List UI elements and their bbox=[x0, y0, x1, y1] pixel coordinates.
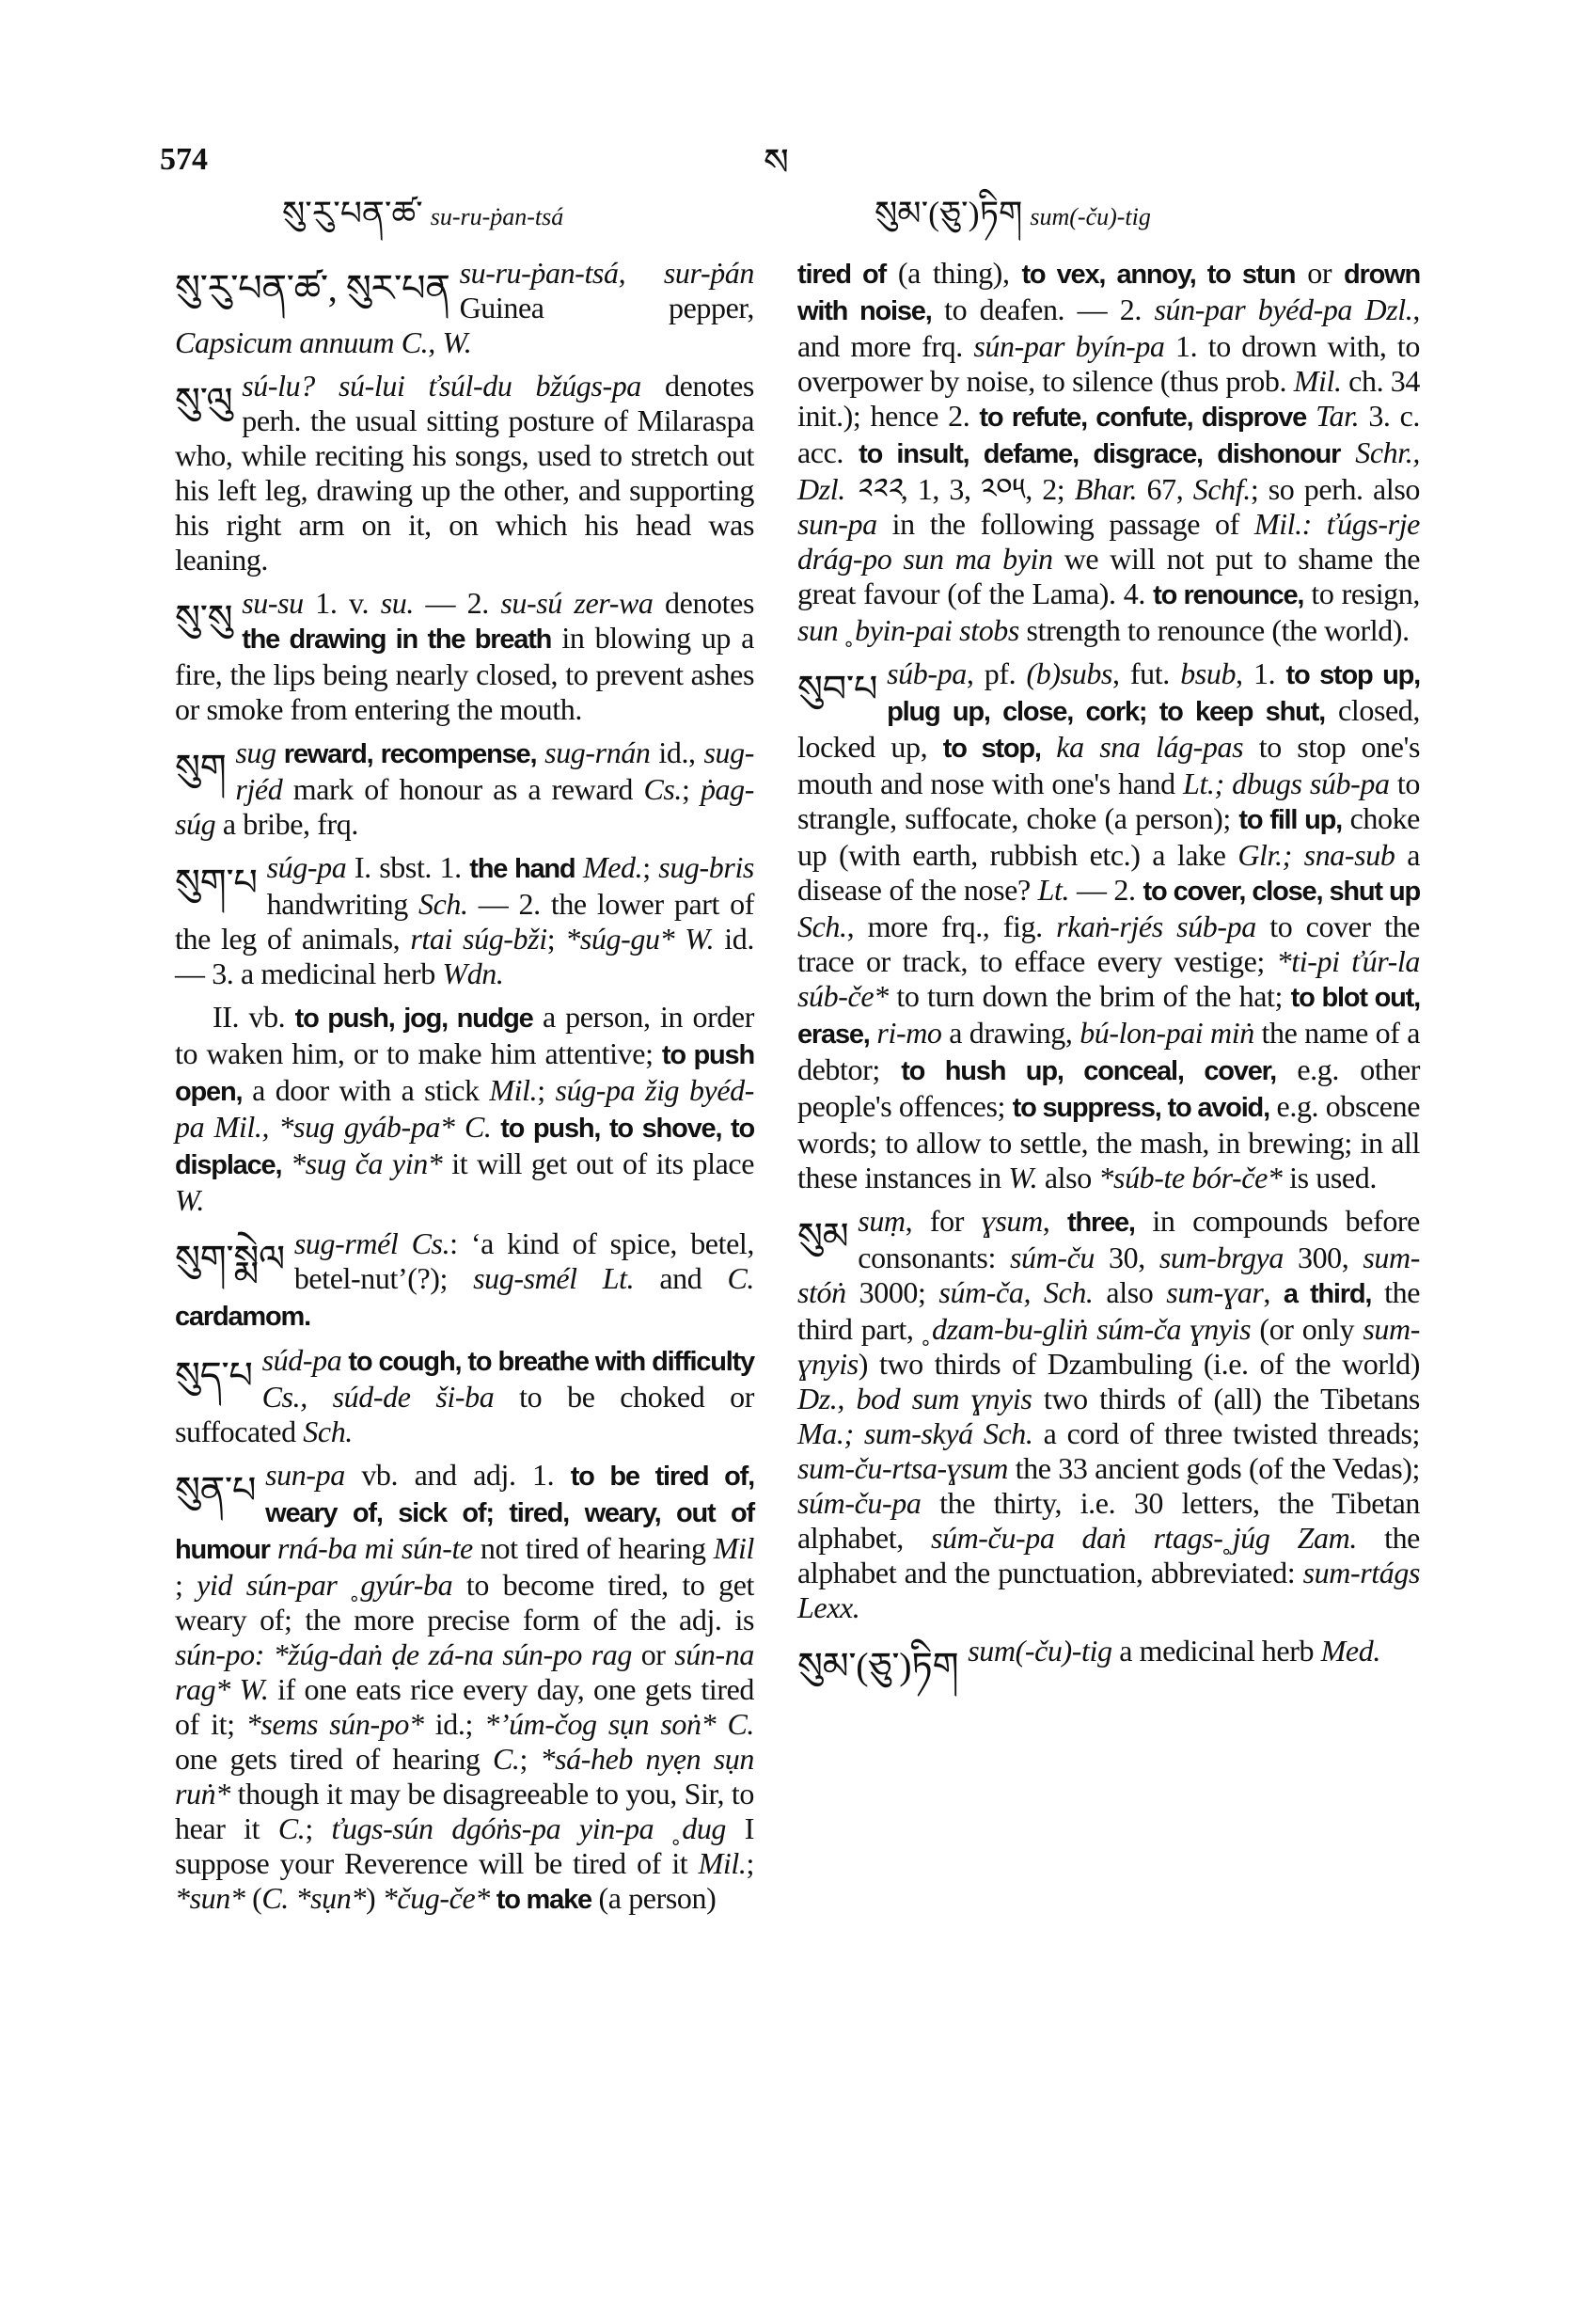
headword-tibetan: སུག bbox=[175, 747, 227, 789]
body-text: , 1, 3, ༢༠༥, 2; bbox=[900, 472, 1075, 506]
italic-text: C. bbox=[492, 1742, 520, 1776]
body-text: denotes perh. the usual sitting posture of Milaraspa who, while reciting his songs, used to stretch out his left leg, drawing up the other, and supporting his right arm on it, on which his head was leaning. bbox=[175, 369, 754, 577]
italic-text: *sems sún-po* bbox=[245, 1707, 424, 1741]
headword-tibetan: སུབ་པ bbox=[797, 668, 878, 710]
italic-text: sú-lu? sú-lui ťsúl-du bžúgs-pa bbox=[242, 369, 641, 403]
italic-text: ˳dzam-bu-gliṅ súm-ča ɣnyis bbox=[922, 1312, 1252, 1346]
dictionary-entry bbox=[175, 850, 754, 991]
italic-text: sum-brgya bbox=[1158, 1241, 1284, 1274]
right-column bbox=[797, 256, 1420, 1712]
body-text: ) bbox=[365, 1881, 383, 1915]
italic-text: su. bbox=[380, 586, 414, 620]
italic-text: Mil bbox=[713, 1531, 755, 1565]
headword-tibetan: སུམ bbox=[797, 1215, 849, 1257]
left-column bbox=[175, 256, 754, 1926]
body-text: the alphabet and the punctuation, abbreviated: bbox=[797, 1521, 1420, 1589]
headword-tibetan: སུག་པ bbox=[175, 862, 258, 904]
body-text: a medicinal herb bbox=[1111, 1634, 1321, 1668]
body-text: 3000; bbox=[845, 1275, 939, 1309]
body-text: , and more frq. bbox=[797, 292, 1420, 363]
body-text: ; bbox=[682, 772, 701, 806]
italic-text: súb-pa bbox=[887, 656, 967, 690]
italic-text: *sá-heb nyẹn sụn ruṅ* bbox=[175, 1742, 754, 1810]
body-text: choke up (with earth, rubbish etc.) a lake bbox=[797, 801, 1420, 872]
body-text: e.g. other people's offences; bbox=[797, 1052, 1421, 1123]
running-head-right-translit: sum(-ču)-tig bbox=[1030, 203, 1151, 230]
dictionary-entry bbox=[175, 369, 754, 577]
body-text: in compounds before consonants: bbox=[858, 1204, 1420, 1274]
italic-text: Schf. bbox=[1192, 472, 1251, 506]
headword-tibetan: སུམ་(ཅུ་)ཏིག bbox=[797, 1645, 959, 1687]
dictionary-entry bbox=[797, 1204, 1420, 1625]
body-text: Guinea pepper, bbox=[459, 291, 754, 324]
body-text: a drawing, bbox=[941, 1016, 1080, 1050]
italic-text: sug-rjéd bbox=[235, 735, 754, 806]
italic-text: Sch. bbox=[418, 887, 468, 921]
bold-definition: to insult, defame, disgrace, dishonour bbox=[859, 439, 1341, 469]
body-text: it will get out of its place bbox=[442, 1146, 754, 1180]
running-head-left-tibetan: སུ་རུ་པན་ཚ་ bbox=[282, 195, 423, 232]
body-text: two thirds of (all) the Tibetans bbox=[1032, 1382, 1420, 1415]
dictionary-entry bbox=[797, 1634, 1420, 1703]
body-text: , bbox=[1263, 1275, 1284, 1309]
body-text: ; so perh. also bbox=[1250, 472, 1420, 506]
body-text: to cover the trace or track, to efface every vestige; bbox=[797, 909, 1420, 978]
bold-definition: a third, bbox=[1283, 1279, 1372, 1309]
italic-text: Wdn. bbox=[442, 956, 504, 990]
body-text: a person, in order to waken him, or to make him attentive; bbox=[175, 1000, 754, 1070]
body-text: 3. c. acc. bbox=[797, 399, 1420, 469]
body-text: a cord of three twisted threads; bbox=[1032, 1416, 1420, 1450]
italic-text: rtai súg-bži bbox=[410, 922, 547, 956]
italic-text: Lt.; dbugs súb-pa bbox=[1183, 767, 1390, 800]
italic-text: Med. bbox=[1320, 1634, 1380, 1668]
body-text: in blowing up a fire, the lips being nearly closed, to prevent ashes or smoke from entering the mouth. bbox=[175, 621, 754, 726]
body-text: ; bbox=[746, 1846, 754, 1880]
bold-definition: to push open, bbox=[175, 1040, 754, 1107]
italic-text: C. bbox=[727, 1261, 754, 1295]
body-text: — 2. the lower part of the leg of animals, bbox=[175, 887, 754, 956]
body-text: to be choked or suffocated bbox=[175, 1380, 754, 1448]
italic-text: bsub bbox=[1180, 656, 1237, 690]
bold-definition: the hand bbox=[469, 854, 575, 884]
body-text: 300, bbox=[1283, 1241, 1363, 1274]
italic-text: Sch. bbox=[303, 1415, 353, 1448]
italic-text: sum-ču-rtsa-ɣsum bbox=[797, 1451, 1008, 1485]
italic-text: súm-ču bbox=[1010, 1241, 1095, 1274]
body-text: one gets tired of hearing bbox=[175, 1742, 493, 1776]
body-text: also bbox=[1037, 1161, 1099, 1194]
section-letter: ས bbox=[764, 141, 789, 183]
body-text: 1. v. bbox=[303, 586, 381, 620]
body-text: though it may be disagreeable to you, Sir, to hear it bbox=[175, 1777, 754, 1845]
running-head-left bbox=[282, 192, 563, 239]
body-text: ; bbox=[305, 1811, 332, 1845]
italic-text: Mil.: ťúgs-rje drág-po sun ma byin bbox=[797, 507, 1420, 576]
body-text: 30, bbox=[1095, 1241, 1159, 1274]
dictionary-entry bbox=[175, 735, 754, 842]
running-head-left-translit: su-ru-ṗan-tsá bbox=[430, 203, 564, 230]
running-head-right bbox=[875, 192, 1151, 239]
bold-definition: to renounce, bbox=[1153, 580, 1304, 610]
body-text: — 2. bbox=[413, 586, 501, 620]
italic-text: sún-na rag* W. bbox=[175, 1637, 754, 1706]
italic-text: rná-ba mi sún-te bbox=[269, 1531, 473, 1565]
italic-text: sún-po: *žúg-daṅ ḍe zá-na sún-po rag bbox=[175, 1637, 632, 1671]
italic-text: Tar. bbox=[1306, 399, 1360, 433]
italic-text: súg-pa žig byéd-pa Mil., *sug gyáb-pa* C. bbox=[175, 1073, 755, 1144]
italic-text: sún-par byéd-pa Dzl. bbox=[1154, 292, 1413, 326]
body-text: to strangle, suffocate, choke (a person); bbox=[797, 767, 1420, 835]
body-text: the name of a debtor; bbox=[797, 1016, 1421, 1086]
italic-text: rkaṅ-rjés súb-pa bbox=[1056, 909, 1256, 943]
headword-tibetan: སུ་རུ་པན་ཚ་, སུར་པན bbox=[175, 267, 450, 309]
bold-definition: reward, recompense, bbox=[276, 739, 537, 769]
body-text: the thirty, i.e. 30 letters, the Tibetan alphabet, bbox=[797, 1486, 1420, 1555]
italic-text: sún-par byín-pa bbox=[973, 329, 1165, 363]
body-text: a disease of the nose? bbox=[797, 838, 1420, 907]
body-text: not tired of hearing bbox=[472, 1531, 714, 1565]
headword-tibetan: སུག་སྨེལ bbox=[175, 1238, 285, 1280]
italic-text: Bhar. bbox=[1074, 472, 1138, 506]
italic-text: súg-pa bbox=[266, 850, 347, 884]
italic-text: sug-bris bbox=[658, 850, 754, 884]
dictionary-entry-subsense bbox=[175, 1000, 754, 1218]
italic-text: sum-rtágs Lexx. bbox=[797, 1556, 1420, 1624]
body-text: is used. bbox=[1282, 1161, 1377, 1194]
bold-definition: to stop up, plug up, close, cork; to keep shut, bbox=[887, 660, 1420, 727]
body-text: handwriting bbox=[266, 887, 418, 921]
body-text: 1. to drown with, to overpower by noise, to silence (thus prob. bbox=[797, 329, 1420, 398]
body-text: ; bbox=[537, 1073, 556, 1107]
body-text: ; bbox=[642, 850, 659, 884]
headword-tibetan: སུད་པ bbox=[175, 1354, 253, 1397]
italic-text: *ti-pi ťúr-la súb-če* bbox=[797, 944, 1420, 1013]
italic-text: *sug ča yin* bbox=[281, 1146, 443, 1180]
body-text: I suppose your Reverence will be tired of it bbox=[175, 1811, 755, 1880]
headword-tibetan: སུན་པ bbox=[175, 1469, 257, 1511]
italic-text: ťugs-sún dgóṅs-pa yin-pa ˳dug bbox=[331, 1811, 727, 1845]
body-text: ( bbox=[244, 1881, 262, 1915]
italic-text: Sch. bbox=[797, 909, 847, 943]
body-text: : ‘a kind of spice, betel, betel-nut’(?); bbox=[293, 1226, 754, 1295]
body-text: to stop one's mouth and nose with one's hand bbox=[797, 730, 1420, 800]
bold-definition: drown with noise, bbox=[797, 260, 1420, 326]
italic-text: su-sú zer-wa bbox=[500, 586, 654, 620]
italic-text: ka sna lág-pas bbox=[1040, 730, 1244, 764]
italic-text: sug-smél Lt. bbox=[473, 1261, 635, 1295]
body-text: to resign, bbox=[1303, 577, 1420, 610]
italic-text: ri-mo bbox=[869, 1016, 942, 1050]
italic-text: súd-pa bbox=[261, 1343, 342, 1377]
body-text: ; bbox=[546, 922, 566, 956]
body-text: 67, bbox=[1137, 472, 1193, 506]
body-text: the third part, bbox=[797, 1275, 1421, 1346]
dictionary-entry-continuation bbox=[797, 256, 1420, 648]
body-text: , bbox=[1042, 1204, 1068, 1238]
body-text: , fut. bbox=[1111, 656, 1181, 690]
italic-text: súm-ču-pa daṅ rtags-˳júg Zam. bbox=[930, 1521, 1357, 1555]
page-number: 574 bbox=[160, 142, 208, 177]
body-text: ) two thirds of Dzambuling (i.e. of the world) bbox=[858, 1347, 1420, 1381]
body-text: denotes bbox=[653, 586, 754, 620]
dictionary-entry bbox=[175, 1226, 754, 1335]
italic-text: ṗag-súg bbox=[175, 772, 754, 841]
italic-text: sun ˳byin-pai stobs bbox=[797, 613, 1019, 647]
italic-text: Lt. bbox=[1037, 873, 1070, 907]
italic-text: sun-pa bbox=[797, 507, 877, 541]
italic-text: suṃ bbox=[858, 1204, 906, 1238]
body-text: I. sbst. 1. bbox=[346, 850, 470, 884]
italic-text: Med. bbox=[575, 850, 643, 884]
body-text: e.g. obscene words; to allow to settle, the mash, in brewing; in all these instances in bbox=[797, 1089, 1421, 1194]
italic-text: sun-pa bbox=[265, 1458, 345, 1492]
italic-text: Mil. bbox=[1293, 364, 1342, 398]
bold-definition: to push, jog, nudge bbox=[294, 1004, 533, 1034]
dictionary-entry bbox=[175, 1458, 754, 1918]
body-text: ; bbox=[519, 1742, 541, 1776]
italic-text: Mil. bbox=[698, 1846, 747, 1880]
italic-text: sum-stóṅ bbox=[797, 1241, 1420, 1309]
body-text: we will not put to shame the great favour (of the Lama). 4. bbox=[797, 542, 1421, 610]
body-text: — 2. bbox=[1069, 873, 1143, 907]
body-text: a bribe, frq. bbox=[215, 807, 358, 841]
body-text: if one eats rice every day, one gets tired of it; bbox=[175, 1672, 754, 1741]
italic-text: súm-ča, Sch. bbox=[938, 1275, 1094, 1309]
italic-text: Ma.; sum-skyá Sch. bbox=[797, 1416, 1033, 1450]
bold-definition: to hush up, conceal, cover, bbox=[901, 1056, 1276, 1086]
italic-text: sum-ɣnyis bbox=[797, 1312, 1420, 1381]
body-text: (a thing), bbox=[886, 256, 1022, 290]
body-text: , more frq., fig. bbox=[846, 909, 1057, 943]
bold-definition: to vex, annoy, to stun bbox=[1021, 260, 1296, 290]
body-text: and bbox=[634, 1261, 728, 1295]
running-head-right-tibetan: སུམ་(ཅུ་)ཏིག bbox=[875, 195, 1023, 232]
italic-text: Dz., bod sum ɣnyis bbox=[797, 1382, 1032, 1415]
headword-tibetan: སུ་སུ bbox=[175, 597, 233, 640]
body-text: to become tired, to get weary of; the more precise form of the adj. is bbox=[175, 1568, 754, 1636]
bold-definition: tired of bbox=[797, 260, 886, 290]
bold-definition: cardamom. bbox=[175, 1302, 310, 1332]
italic-text: W. bbox=[1008, 1161, 1038, 1194]
body-text: or bbox=[1295, 256, 1344, 290]
italic-text: Schr., Dzl. ༢༢༢ bbox=[797, 435, 1420, 506]
dictionary-entry bbox=[175, 586, 754, 727]
body-text: also bbox=[1093, 1275, 1167, 1309]
body-text: a door with a stick bbox=[242, 1073, 490, 1107]
italic-text: *súg-gu* W. bbox=[565, 922, 715, 956]
bold-definition: to cover, close, shut up bbox=[1143, 877, 1420, 907]
bold-definition: to make bbox=[489, 1885, 591, 1915]
italic-text: *’úm-čog sụn soṅ* C. bbox=[484, 1707, 754, 1741]
italic-text: Glr.; sna-sub bbox=[1237, 838, 1395, 872]
body-text: ch. 34 init.); hence 2. bbox=[797, 364, 1420, 433]
italic-text: sum-ɣar bbox=[1166, 1275, 1264, 1309]
dictionary-entry bbox=[175, 256, 754, 360]
body-text: to deafen. — 2. bbox=[931, 292, 1155, 326]
italic-text: C. *sụn* bbox=[261, 1881, 366, 1915]
bold-definition: to refute, confute, disprove bbox=[979, 403, 1307, 433]
bold-definition: to suppress, to avoid, bbox=[1012, 1093, 1269, 1123]
italic-text: su-su bbox=[242, 586, 304, 620]
italic-text: yid sún-par ˳gyúr-ba bbox=[197, 1568, 453, 1602]
italic-text: sug-rnán bbox=[536, 735, 651, 769]
body-text: strength to renounce (the world). bbox=[1018, 613, 1410, 647]
body-text: (a person) bbox=[591, 1881, 717, 1915]
italic-text: ɣsum bbox=[981, 1204, 1043, 1238]
italic-text: Cs. bbox=[643, 772, 683, 806]
headword-tibetan: སུ་ལུ bbox=[175, 380, 233, 422]
bold-definition: three, bbox=[1067, 1208, 1135, 1238]
italic-text: *sun* bbox=[175, 1881, 245, 1915]
body-text: id.; bbox=[423, 1707, 485, 1741]
body-text: , 1. bbox=[1236, 656, 1286, 690]
body-text: ; bbox=[175, 1568, 197, 1602]
body-text: (or only bbox=[1251, 1312, 1363, 1346]
body-text: II. vb. bbox=[213, 1000, 295, 1034]
bold-definition: to fill up, bbox=[1238, 805, 1342, 835]
dictionary-entry bbox=[175, 1343, 754, 1449]
body-text: , pf. bbox=[966, 656, 1027, 690]
body-text: , for bbox=[905, 1204, 982, 1238]
italic-text: Mil. bbox=[489, 1073, 538, 1107]
italic-text: *čug-če* bbox=[382, 1881, 490, 1915]
body-text: mark of honour as a reward bbox=[282, 772, 644, 806]
italic-text: W. bbox=[175, 1183, 204, 1217]
bold-definition: to blot out, erase, bbox=[797, 983, 1420, 1050]
italic-text: (b)subs bbox=[1026, 656, 1112, 690]
body-text: in the following passage of bbox=[876, 507, 1254, 541]
italic-text: súm-ču-pa bbox=[797, 1486, 922, 1520]
bold-definition: to push, to shove, to displace, bbox=[175, 1114, 754, 1180]
body-text: id. — 3. a medicinal herb bbox=[175, 922, 754, 990]
bold-definition: the drawing in the breath bbox=[242, 624, 552, 655]
body-text: the 33 ancient gods (of the Vedas); bbox=[1007, 1451, 1420, 1485]
italic-text: Cs., súd-de ši-ba bbox=[261, 1380, 495, 1414]
bold-definition: to stop, bbox=[942, 734, 1041, 764]
italic-text: bú-lon-pai miṅ bbox=[1080, 1016, 1254, 1050]
bold-definition: to cough, to breathe with difficulty bbox=[341, 1347, 754, 1377]
body-text: vb. and adj. 1. bbox=[344, 1458, 571, 1492]
italic-text: C. bbox=[277, 1811, 306, 1845]
body-text: or bbox=[631, 1637, 675, 1671]
body-text: id., bbox=[650, 735, 704, 769]
body-text: closed, locked up, bbox=[797, 693, 1420, 764]
dictionary-entry bbox=[797, 656, 1420, 1195]
italic-text: sug-rmél Cs. bbox=[293, 1226, 450, 1260]
bold-definition: to be tired of, weary of, sick of; tired, weary, out of humour bbox=[175, 1462, 754, 1565]
italic-text: sug bbox=[235, 735, 276, 769]
italic-text: su-ru-ṗan-tsá, sur-ṗán bbox=[459, 256, 754, 290]
italic-text: sum(-ču)-tig bbox=[968, 1634, 1112, 1668]
italic-text: *súb-te bór-če* bbox=[1098, 1161, 1283, 1194]
italic-text: Capsicum annuum C., W. bbox=[175, 325, 472, 359]
body-text: to turn down the brim of the hat; bbox=[888, 979, 1291, 1013]
